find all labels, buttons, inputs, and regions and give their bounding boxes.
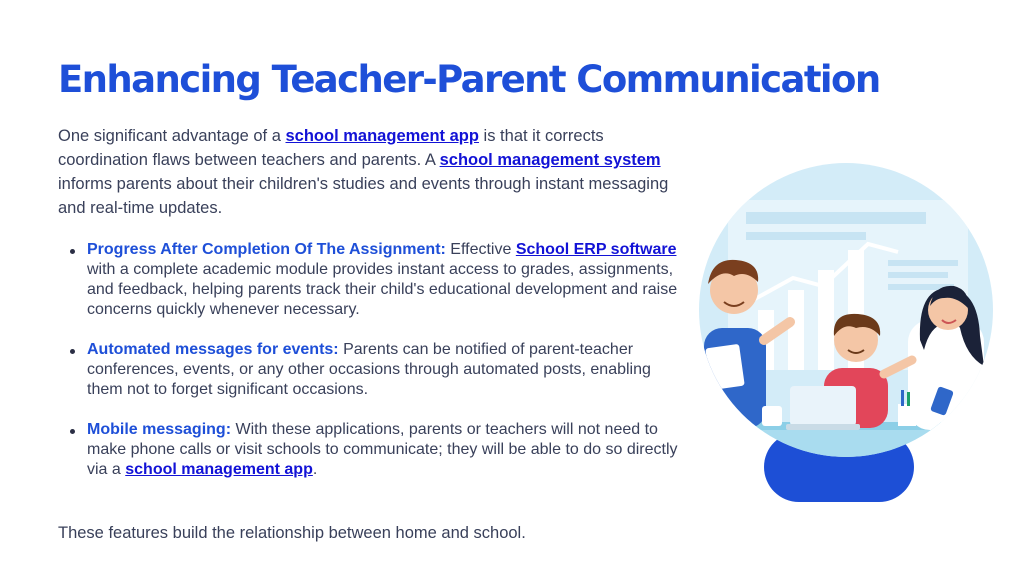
bullet-text: Parents can be notified of parent-teacher conferences, events, or any other occasions through automated posts, enabling them not to forget significant occasions.	[87, 341, 651, 398]
intro-paragraph	[58, 124, 688, 220]
illustration	[698, 160, 998, 510]
bullet-text: With these applications, parents or teachers will not need to make phone calls or visit schools to communicate; they will be able to do so directly via a	[87, 421, 678, 478]
list-item	[70, 340, 690, 400]
closing-text: These features build the relationship between home and school.	[58, 524, 526, 542]
school-management-app-link[interactable]: school management app	[285, 127, 479, 145]
page-title: Enhancing Teacher-Parent Communication	[58, 58, 880, 101]
teacher-parent-student-illustration-icon	[698, 160, 998, 510]
intro-text-2: is that it corrects coordination flaws between teachers and parents. A	[58, 127, 604, 169]
bullet-text: .	[312, 461, 318, 478]
school-management-system-link[interactable]: school management system	[439, 151, 661, 169]
bullet-dot	[70, 349, 75, 354]
bullet-dot	[70, 249, 75, 254]
bullet-heading: Progress After Completion Of The Assignment:	[87, 241, 446, 258]
bullet-heading: Automated messages for events:	[87, 341, 339, 358]
feature-list	[70, 240, 690, 500]
bullet-dot	[70, 429, 75, 434]
intro-text-1: One significant advantage of a	[58, 127, 286, 145]
school-erp-software-link[interactable]: School ERP software	[515, 241, 677, 258]
list-item	[70, 240, 690, 320]
intro-text-3: informs parents about their children's studies and events through instant messaging and real-time updates.	[58, 175, 669, 217]
school-management-app-link-2[interactable]: school management app	[125, 461, 313, 478]
list-item	[70, 420, 690, 480]
bullet-heading: Mobile messaging:	[87, 421, 232, 438]
bullet-text: with a complete academic module provides instant access to grades, assignments, and feedback, helping parents track their child's educational development and raise concerns quickly whenever necessary.	[87, 261, 678, 318]
bullet-text: Effective	[445, 241, 516, 258]
